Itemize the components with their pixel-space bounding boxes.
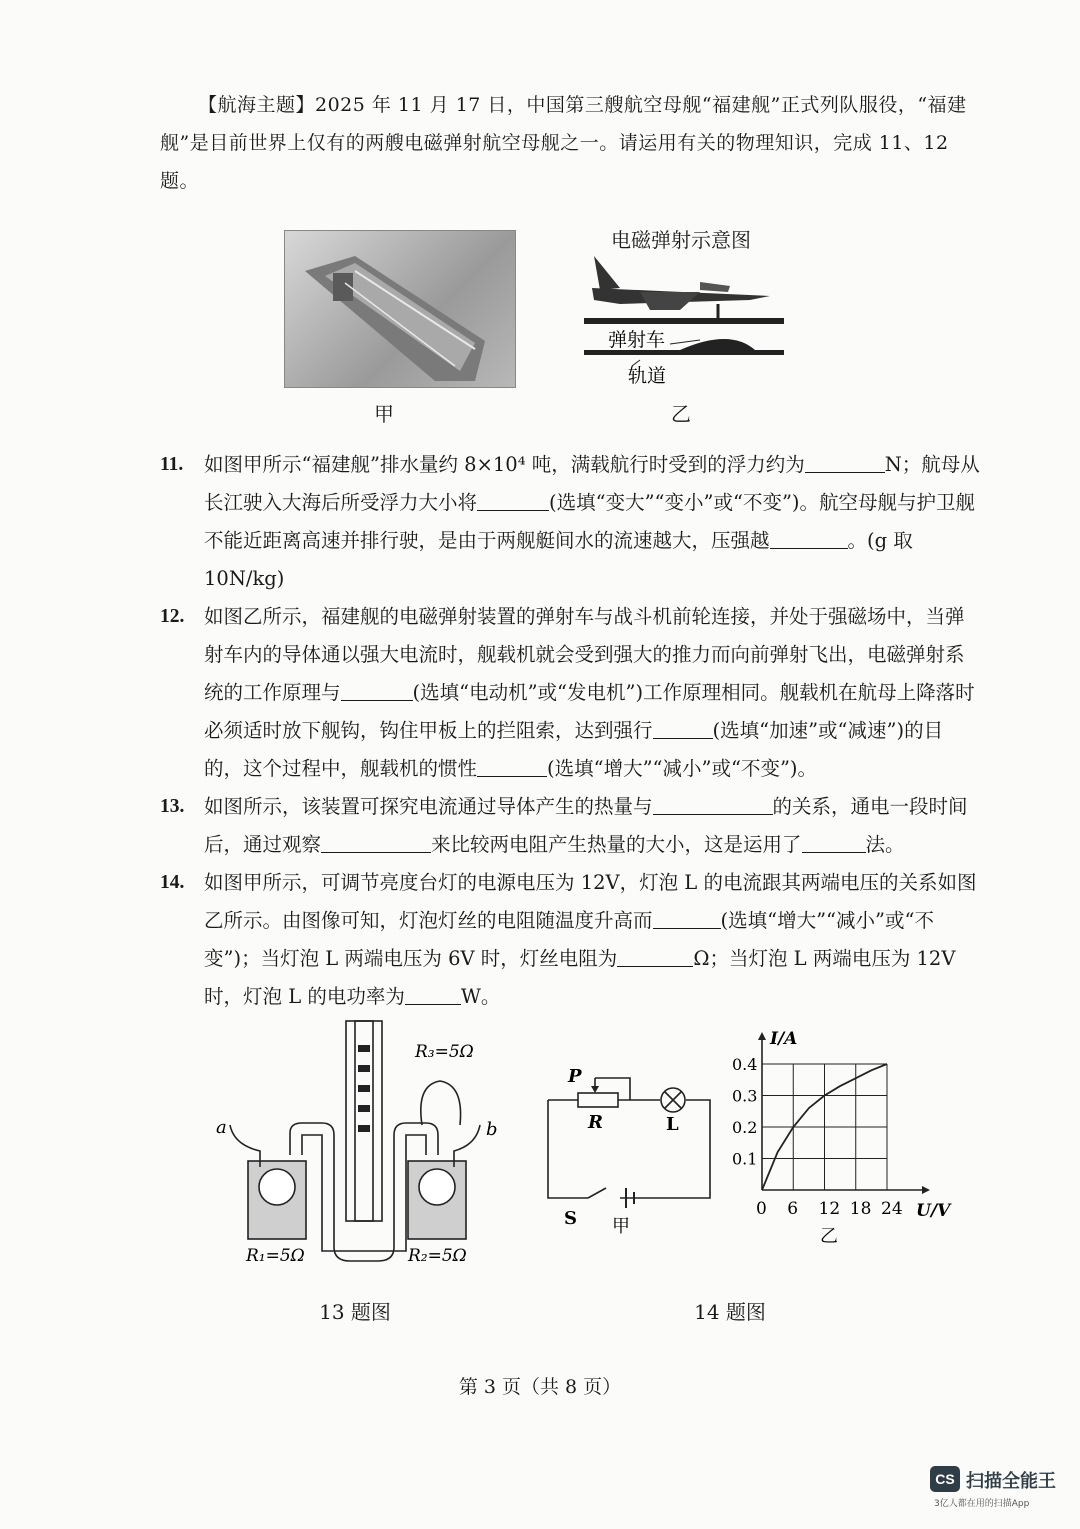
lamp-circuit [540,1060,720,1245]
text-segment: W。 [460,985,501,1008]
cs-logo: CS [930,1466,960,1492]
circuit-wire [620,1100,710,1198]
x-tick-label: 6 [787,1199,799,1219]
answer-blank[interactable] [653,793,773,814]
y-axis-label: I/A [770,1029,798,1049]
y-tick-label: 0.1 [732,1149,758,1169]
text-segment: 如图甲所示“福建舰”排水量约 8×10⁴ 吨，满载航行时受到的浮力约为 [204,453,805,476]
text-segment: Ω；当灯泡 L 两端电压为 12V 时，灯泡 L 的电功率为 [204,947,956,1008]
label-r: R [588,1112,603,1133]
label-p: P [568,1066,582,1087]
scale-mark [358,1085,370,1092]
rheostat [578,1093,618,1107]
answer-blank[interactable] [617,945,693,966]
y-tick-label: 0.2 [732,1118,758,1137]
answer-blank[interactable] [477,489,549,510]
text-segment: 如图乙所示，福建舰的电磁弹射装置的弹射车与战斗机前轮连接，并处于强磁场中，当弹射车内的导体通以强大电流时，舰载机就会受到强大的推力而向前弹射飞出，电磁弹射系统的工作原理与 [204,605,965,704]
scale-mark [358,1045,370,1052]
label-r1: R₁=5Ω [246,1246,305,1266]
text-segment: (选填“变大”“变小”或“不变”)。航空母舰与护卫舰不能近距离高速并排行驶，是由于两舰艇间水的流速越大，压强越 [204,491,976,552]
question-text [204,788,980,864]
label-b: b [486,1119,498,1140]
question-number: 14. [160,872,185,893]
x-axis-label: U/V [916,1201,951,1221]
figure-title-catapult: 电磁弹射示意图 [611,228,751,252]
answer-blank[interactable] [802,831,866,852]
figure-caption-14: 14 题图 [694,1300,766,1324]
x-tick-label: 24 [881,1199,903,1219]
carrier-illustration [285,231,515,387]
y-axis-arrow [758,1032,766,1040]
aircraft-carrier-photo [284,230,516,388]
x-tick-label: 12 [818,1199,841,1219]
answer-blank[interactable] [653,717,713,738]
fighter-jet [592,256,770,310]
label-track: 轨道 [628,365,667,387]
text-segment: 如图所示，该装置可探究电流通过导体产生的热量与 [204,795,653,818]
question-number: 13. [160,796,185,817]
label-r2: R₂=5Ω [408,1246,467,1266]
circuit-wire [595,1078,630,1100]
deck-surface [584,318,784,324]
x-tick-label: 18 [849,1199,872,1219]
figure-caption-jia: 甲 [374,402,394,426]
bulb-left [259,1169,295,1205]
text-segment: 如图甲所示，可调节亮度台灯的电源电压为 12V，灯泡 L 的电流跟其两端电压的关系如图乙所示。由图像可知，灯泡灯丝的电阻随温度升高而 [204,871,977,932]
graph-caption: 乙 [820,1226,838,1247]
label-r3: R₃=5Ω [415,1042,474,1062]
x-tick-label: 0 [756,1199,767,1219]
question-text [204,864,980,1016]
scanner-app-badge [930,1466,1070,1516]
answer-blank[interactable] [477,755,547,776]
answer-blank[interactable] [341,679,413,700]
circuit-wire [548,1100,588,1198]
text-segment: 。(g 取 10N/kg) [204,529,913,590]
text-segment: (选填“增大”“减小”或“不变”)；当灯泡 L 两端电压为 6V 时，灯丝电阻为 [204,909,934,970]
label-cart: 弹射车 [608,329,666,351]
answer-blank[interactable] [405,983,461,1004]
x-axis-arrow [922,1186,930,1194]
figure-caption-13: 13 题图 [319,1300,391,1324]
question-text [204,598,980,788]
catapult-diagram [580,248,790,398]
answer-blank[interactable] [653,907,721,928]
figure-caption-yi: 乙 [671,402,691,426]
text-segment: (选填“加速”或“减速”)的目的，这个过程中，舰载机的惯性 [204,719,944,780]
scale-mark [358,1065,370,1072]
question-number: 11. [160,454,184,475]
iu-graph [728,1020,951,1250]
text-segment: (选填“增大”“减小”或“不变”)。 [547,757,818,780]
slider-arrow [591,1086,599,1093]
joule-heat-apparatus [210,1015,500,1275]
label-s: S [564,1208,577,1229]
intro-paragraph: 【航海主题】2025 年 11 月 17 日，中国第三艘航空母舰“福建舰”正式列队服役，“福建舰”是目前世界上仅有的两艘电磁弹射航空母舰之一。请运用有关的物理知识，完成 11、12 题。 [160,94,967,192]
chart-grid [762,1064,887,1190]
question-13 [160,788,980,864]
scale-mark [358,1105,370,1112]
chart-axes [758,1032,930,1194]
lamp-cross [665,1092,681,1108]
resistor-r3-wire [421,1081,461,1125]
text-segment: 来比较两电阻产生热量的大小，这是运用了 [431,833,802,856]
y-tick-label: 0.4 [732,1055,758,1074]
answer-blank[interactable] [805,451,885,472]
leader-line [670,340,700,344]
text-segment: 法。 [865,833,905,856]
question-12 [160,598,980,788]
catapult-cart [680,339,755,350]
text-segment: N；航母从长江驶入大海后所受浮力大小将 [204,453,980,514]
scale-mark [358,1125,370,1132]
switch-s [588,1188,606,1198]
text-segment: 的关系，通电一段时间后，通过观察 [204,795,968,856]
question-11 [160,446,980,598]
app-slogan: 3亿人都在用的扫描App [934,1499,1030,1509]
label-a: a [216,1117,227,1138]
question-number: 12. [160,606,185,627]
question-text [204,446,980,598]
circuit-caption: 甲 [612,1216,630,1237]
answer-blank[interactable] [770,527,848,548]
question-14 [160,864,980,1016]
bulb-right [419,1169,455,1205]
y-tick-label: 0.3 [732,1086,758,1106]
label-l: L [666,1114,679,1135]
chart-ticks [732,1055,903,1219]
text-segment: (选填“电动机”或“发电机”)工作原理相同。舰载机在航母上降落时必须适时放下舰钩，钩住甲板上的拦阻索，达到强行 [204,681,975,742]
page-footer: 第 3 页（共 8 页） [458,1376,622,1398]
answer-blank[interactable] [321,831,431,852]
app-name: 扫描全能王 [966,1471,1056,1492]
